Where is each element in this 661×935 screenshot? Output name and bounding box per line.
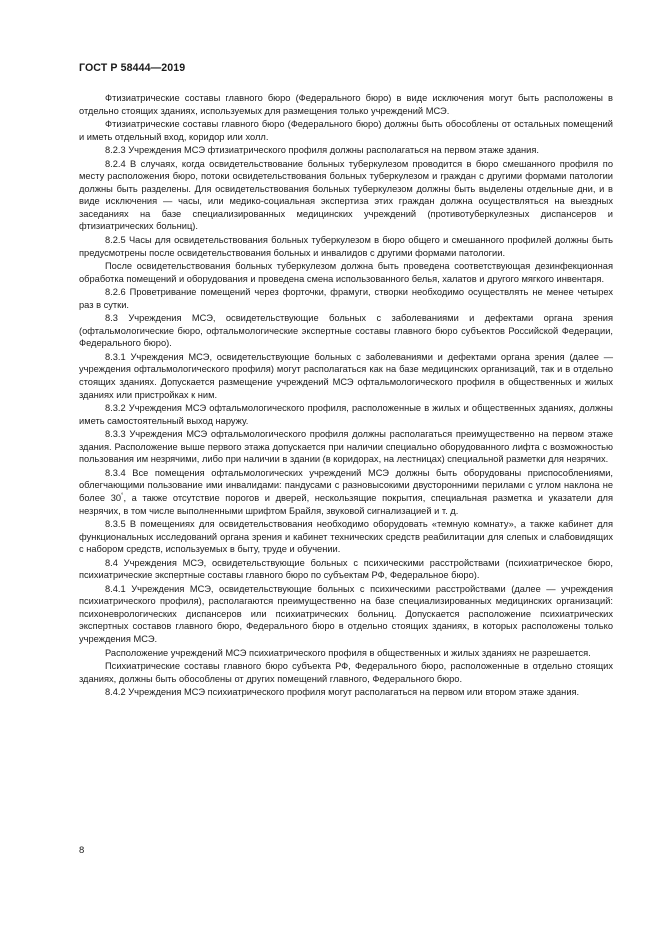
paragraph-8-3-4-part-2: , а также отсутствие порогов и дверей, нескользящие покрытия, специальная разметка и указатели для незрячих, в том числе выполненными шрифтом Брайля, звуковой сигнализацией и т. д. [79, 492, 613, 516]
paragraph-disinfection: После освидетельствования больных туберкулезом должна быть проведена соответствующая дезинфекционная обработка помещений и оборудования и проведена смена использованного белья, халатов и другого мягкого инвентаря. [79, 261, 613, 284]
paragraph-8-3-2: 8.3.2 Учреждения МСЭ офтальмологического профиля, расположенные в жилых и общественных зданиях, должны иметь самостоятельный выход наружу. [79, 403, 613, 426]
paragraph-8-2-3: 8.2.3 Учреждения МСЭ фтизиатрического профиля должны располагаться на первом этаже здания. [105, 145, 539, 156]
standard-code-header: ГОСТ Р 58444—2019 [79, 62, 186, 74]
degree-superscript: ° [121, 492, 124, 499]
paragraph-8-3-3: 8.3.3 Учреждения МСЭ офтальмологического профиля должны располагаться преимущественно на первом этаже здания. Расположение выше первого этажа допускается при наличии специально оборудованного лифта с возможностью пользования им незрячими, либо при наличии в здании (в коридорах, на лестницах) специальной разметки для незрячих. [79, 429, 613, 465]
paragraph-8-3: 8.3 Учреждения МСЭ, освидетельствующие больных с заболеваниями и дефектами органа зрения (офтальмологические бюро, офтальмологические экспертные составы главного бюро субъектов Российской Федерации, Федерального бюро). [79, 313, 613, 349]
paragraph-psych-separation: Психиатрические составы главного бюро субъекта РФ, Федерального бюро, расположенные в отдельно стоящих зданиях, должны быть обособлены от других помещений главного, Федерального бюро. [79, 661, 613, 684]
page-number: 8 [79, 845, 85, 856]
paragraph-psych-restriction: Расположение учреждений МСЭ психиатрического профиля в общественных и жилых зданиях не разрешается. [105, 647, 591, 658]
paragraph-8-4-1: 8.4.1 Учреждения МСЭ, освидетельствующие больных с психическими расстройствами (далее — учреждения психиатрического профиля), располагаются преимущественно на базе специализированных медицинских организаций: психоневрологических диспансеров или психиатрических больниц. Допускается расположение психиатрических экспертных составов главного бюро, Федерального бюро в отдельно стоящих зданиях, в которых расположены только учреждения МСЭ. [79, 583, 613, 644]
paragraph-8-4-2: 8.4.2 Учреждения МСЭ психиатрического профиля могут располагаться на первом или втором этаже здания. [105, 687, 580, 698]
paragraph-8-3-1: 8.3.1 Учреждения МСЭ, освидетельствующие больных с заболеваниями и дефектами органа зрения (далее — учреждения офтальмологического профиля) могут располагаться как на базе медицинских организаций, так и в отдельно стоящих зданиях. Допускается размещение учреждений МСЭ офтальмологического профиля в общественных и жилых зданиях или пристройках к ним. [79, 351, 613, 400]
paragraph-8-2-4: 8.2.4 В случаях, когда освидетельствование больных туберкулезом проводится в бюро смешанного профиля по месту расположения бюро, потоки освидетельствования больных туберкулезом и граждан с другими формами патологии должны быть разделены. Для освидетельствования больных туберкулезом должны быть выделены отдельные дни, и в виде исключения — часы, или медико-социальная экспертиза этих граждан должна осуществляться на выездных заседаниях на базе специализированных медицинских учреждений (противотуберкулезных диспансеров и фтизиатрических больниц). [79, 158, 613, 232]
paragraph-8-2-6: 8.2.6 Проветривание помещений через форточки, фрамуги, створки необходимо осуществлять не менее четырех раз в сутки. [79, 287, 613, 310]
paragraph-8-3-5: 8.3.5 В помещениях для освидетельствования необходимо оборудовать «темную комнату», а также кабинет для функциональных исследований органа зрения и кабинет технических средств реабилитации для слепых и слабовидящих с набором средств, используемых в быту, труде и обучении. [79, 519, 613, 555]
paragraph-8-3-4-part-1: 8.3.4 Все помещения офтальмологических учреждений МСЭ должны быть оборудованы приспособлениями, облегчающими пользование ими инвалидами: пандусами с разновысокими двусторонними перилами с углом наклона не более 30 [79, 467, 613, 503]
paragraph-2: Фтизиатрические составы главного бюро (Федерального бюро) должны быть обособлены от остальных помещений и иметь отдельный вход, коридор или холл. [79, 119, 613, 142]
document-body [79, 92, 613, 699]
paragraph-1: Фтизиатрические составы главного бюро (Федерального бюро) в виде исключения могут быть расположены в отдельно стоящих зданиях, используемых для размещения только учреждений МСЭ. [79, 93, 613, 116]
paragraph-8-3-4 [79, 467, 613, 517]
paragraph-8-2-5: 8.2.5 Часы для освидетельствования больных туберкулезом в бюро общего и смешанного профилей должны быть предусмотрены после освидетельствования больных и инвалидов с другими формами патологии. [79, 235, 613, 258]
paragraph-8-4: 8.4 Учреждения МСЭ, освидетельствующие больных с психическими расстройствами (психиатрическое бюро, психиатрические экспертные составы главного бюро по субъектам РФ, Федеральное бюро). [79, 557, 613, 581]
